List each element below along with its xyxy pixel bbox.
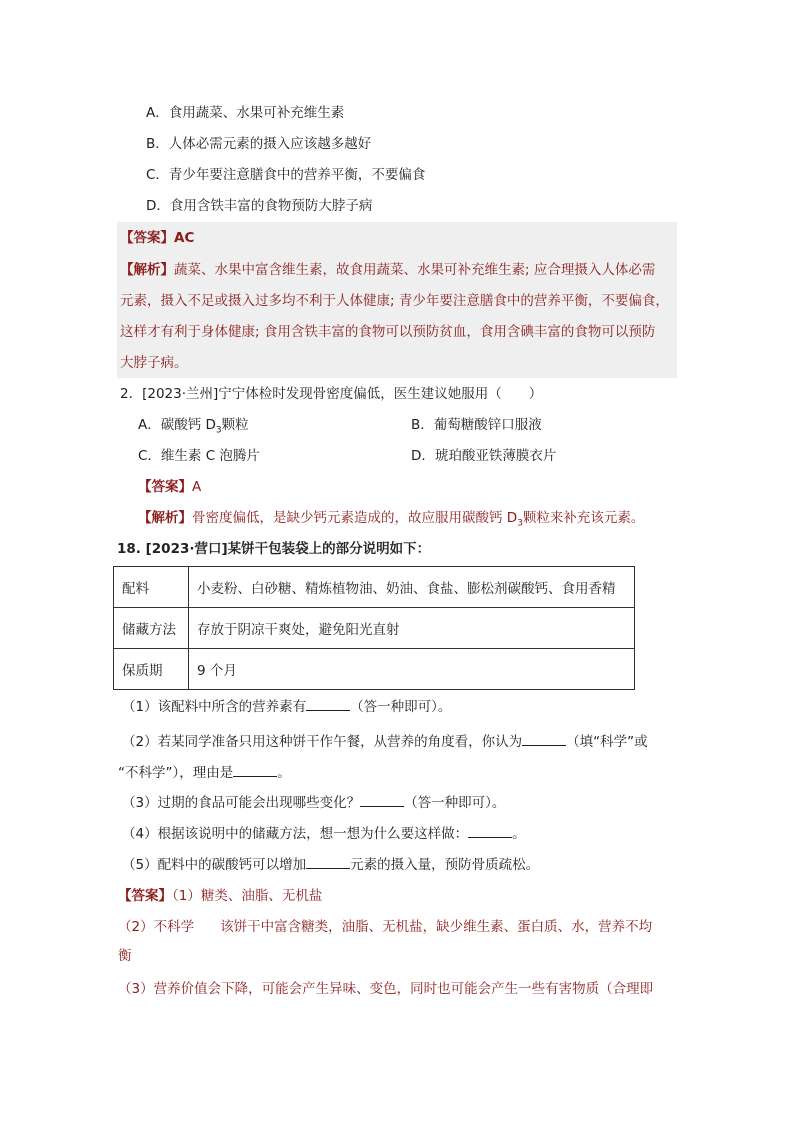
table-value: 存放于阴凉干爽处，避免阳光直射 — [189, 608, 635, 649]
q18-sub-1: （1）该配料中所含的营养素有 （答一种即可）。 — [122, 696, 451, 717]
q18-stem: 18. [2023·营口]某饼干包装袋上的部分说明如下： — [117, 541, 431, 557]
table-value: 9 个月 — [189, 649, 635, 690]
q18-answer-3: （3）营养价值会下降，可能会产生异味、变色，同时也可能会产生一些有害物质（合理即 — [118, 981, 654, 997]
q18-sub-5: （5）配料中的碳酸钙可以增加 元素的摄入量，预防骨质疏松。 — [122, 854, 539, 875]
q18-sub-4: （4）根据该说明中的储藏方法，想一想为什么要这样做： 。 — [122, 823, 526, 844]
answer-blank — [468, 823, 512, 838]
q1-analysis-line-4: 大脖子病。 — [120, 355, 188, 371]
q1-answer-block — [117, 222, 677, 378]
q1-analysis-line-1: 【解析】蔬菜、水果中富含维生素，故食用蔬菜、水果可补充维生素; 应合理摄入人体必需 — [120, 262, 656, 278]
answer-blank — [360, 792, 404, 807]
answer-blank — [522, 731, 566, 746]
answer-blank — [233, 762, 277, 777]
table-row — [114, 608, 635, 649]
q1-analysis-line-3: 这样才有利于身体健康; 食用含铁丰富的食物可以预防贫血，食用含碘丰富的食物可以预防 — [120, 324, 656, 340]
q2-answer: 【答案】A — [138, 479, 202, 495]
q1-option-b: B．人体必需元素的摄入应该越多越好 — [146, 136, 372, 152]
q2-option-c: C．维生素 C 泡腾片 — [138, 448, 260, 464]
q1-option-c: C．青少年要注意膳食中的营养平衡，不要偏食 — [146, 167, 426, 183]
q18-sub-2: （2）若某同学准备只用这种饼干作午餐，从营养的角度看，你认为 （填“科学”或 — [122, 731, 648, 752]
answer-blank — [306, 696, 350, 711]
q2-stem: 2．[2023·兰州]宁宁体检时发现骨密度偏低，医生建议她服用（ ） — [120, 386, 543, 402]
table-row — [114, 567, 635, 608]
q1-option-d: D．食用含铁丰富的食物预防大脖子病 — [146, 198, 373, 214]
q18-answer-2: （2）不科学 该饼干中富含糖类，油脂、无机盐，缺少维生素、蛋白质、水，营养不均 — [118, 919, 653, 935]
q2-option-a: A．碳酸钙 $D_3$颗粒 — [138, 417, 249, 436]
answer-blank — [306, 854, 350, 869]
q2-analysis: 【解析】骨密度偏低，是缺少钙元素造成的，故应服用碳酸钙 $D_3$颗粒来补充该元素。 — [138, 510, 645, 529]
q18-answer-2-line-2: 衡 — [118, 948, 132, 964]
q1-answer: 【答案】AC — [120, 230, 195, 246]
q18-answer-1: 【答案】（1）糖类、油脂、无机盐 — [118, 888, 323, 904]
q2-option-d: D．琥珀酸亚铁薄膜衣片 — [411, 448, 557, 464]
q18-spec-table — [113, 566, 635, 690]
q18-sub-3: （3）过期的食品可能会出现哪些变化？ （答一种即可）。 — [122, 792, 505, 813]
q2-option-b: B．葡萄糖酸锌口服液 — [411, 417, 542, 433]
table-value: 小麦粉、白砂糖、精炼植物油、奶油、食盐、膨松剂碳酸钙、食用香精 — [189, 567, 635, 608]
table-row — [114, 649, 635, 690]
q18-sub-2-line-2: “不科学”），理由是 。 — [118, 762, 291, 783]
table-key: 配料 — [114, 567, 189, 608]
q1-analysis-line-2: 元素，摄入不足或摄入过多均不利于人体健康; 青少年要注意膳食中的营养平衡，不要偏食， — [120, 293, 669, 309]
q1-option-a: A．食用蔬菜、水果可补充维生素 — [146, 105, 345, 121]
table-key: 保质期 — [114, 649, 189, 690]
table-key: 储藏方法 — [114, 608, 189, 649]
